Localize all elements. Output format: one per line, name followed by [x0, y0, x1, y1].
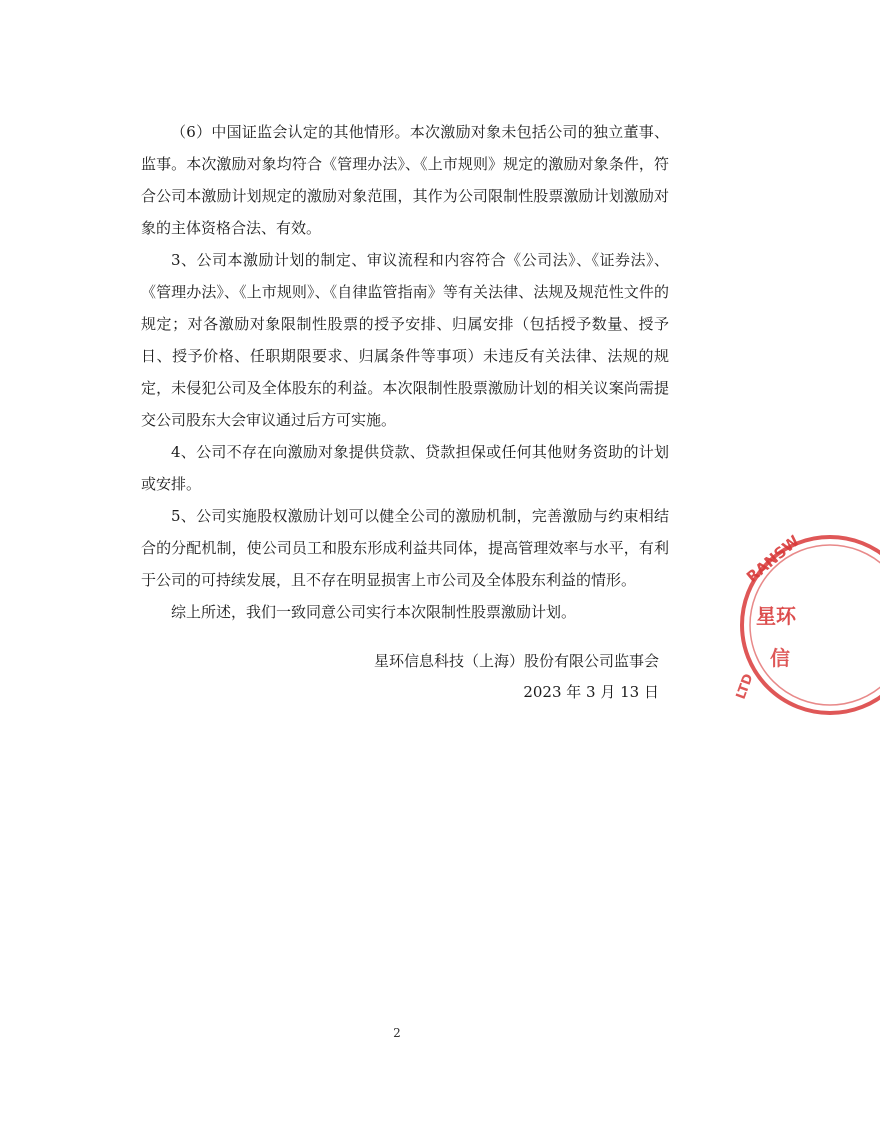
paragraph-4-no-financial-aid: 4、公司不存在向激励对象提供贷款、贷款担保或任何其他财务资助的计划或安排。 — [141, 443, 669, 493]
page-number: 2 — [393, 1026, 401, 1040]
company-seal-icon — [730, 525, 880, 725]
signature-organization: 星环信息科技（上海）股份有限公司监事会 — [373, 652, 659, 670]
seal-text-bottom: LTD — [733, 671, 757, 702]
paragraph-5-incentive-mechanism: 5、公司实施股权激励计划可以健全公司的激励机制，完善激励与约束相结合的分配机制，使公司员工和股东形成利益共同体，提高管理效率与水平，有利于公司的可持续发展，且不存在明显损害上市公司及全体股东利益的情形。 — [141, 507, 669, 589]
body-text — [141, 116, 669, 628]
signature-date: 2023 年 3 月 13 日 — [523, 683, 659, 701]
paragraph-conclusion: 综上所述，我们一致同意公司实行本次限制性股票激励计划。 — [171, 603, 577, 621]
seal-text-name: 星环 — [756, 604, 796, 628]
seal-text-char: 信 — [770, 646, 790, 670]
seal-text-top: RANSW — [743, 531, 803, 587]
paragraph-6-other-circumstances: （6）中国证监会认定的其他情形。本次激励对象未包括公司的独立董事、监事。本次激励对象均符合《管理办法》、《上市规则》规定的激励对象条件，符合公司本激励计划规定的激励对象范围，其作为公司限制性股票激励计划激励对象的主体资格合法、有效。 — [141, 123, 669, 237]
paragraph-3-compliance: 3、公司本激励计划的制定、审议流程和内容符合《公司法》、《证券法》、《管理办法》、《上市规则》、《自律监管指南》等有关法律、法规及规范性文件的规定；对各激励对象限制性股票的授予安排、归属安排（包括授予数量、授予日、授予价格、任职期限要求、归属条件等事项）未违反有关法律、法规的规定，未侵犯公司及全体股东的利益。本次限制性股票激励计划的相关议案尚需提交公司股东大会审议通过后方可实施。 — [141, 251, 669, 429]
